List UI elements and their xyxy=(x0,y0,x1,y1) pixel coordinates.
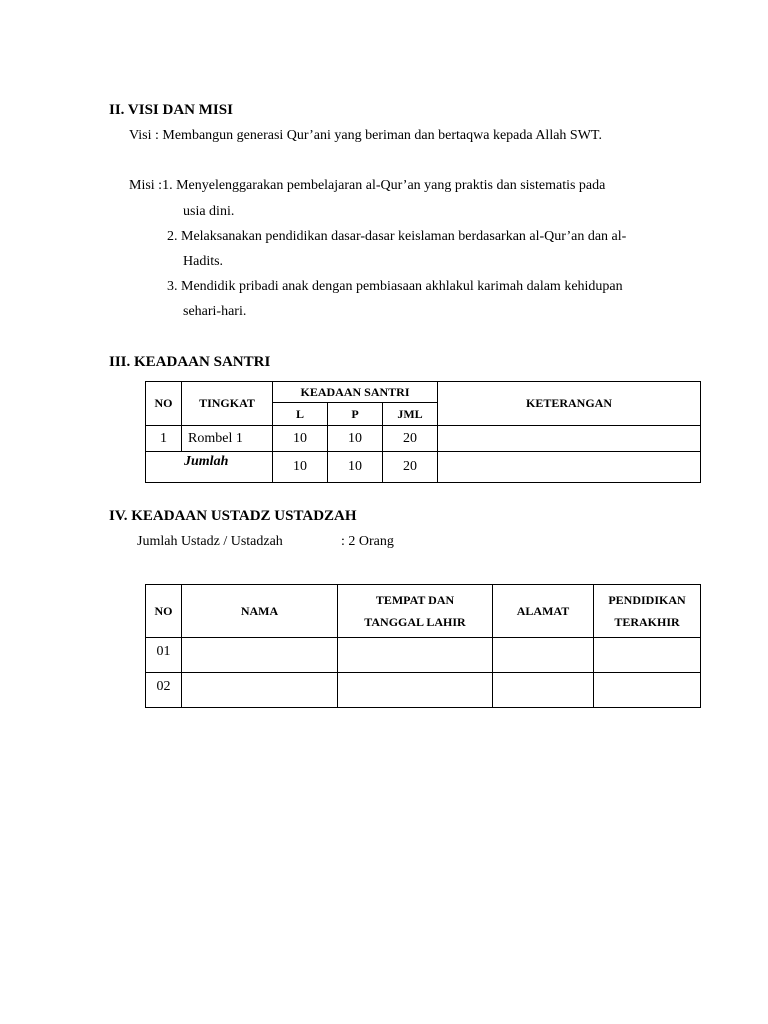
santri-row-l: 10 xyxy=(273,426,328,452)
ustadz-row-pendidikan xyxy=(594,673,701,708)
santri-header-keterangan: KETERANGAN xyxy=(438,382,701,426)
ustadz-header-no: NO xyxy=(146,585,182,638)
misi-item-3-cont: sehari-hari. xyxy=(183,304,247,319)
ustadz-header-alamat: ALAMAT xyxy=(493,585,594,638)
misi-item-1: Misi :1. Menyelenggarakan pembelajaran al-Qur’an yang praktis dan sistematis pada xyxy=(129,178,606,193)
ustadz-count-label: Jumlah Ustadz / Ustadzah xyxy=(137,534,283,549)
santri-header-no: NO xyxy=(146,382,182,426)
ustadz-count-value: : 2 Orang xyxy=(341,534,394,549)
ustadz-header-pendidikan xyxy=(594,585,701,638)
ustadz-table xyxy=(145,584,701,708)
santri-header-p: P xyxy=(328,403,383,426)
ustadz-row-alamat xyxy=(493,673,594,708)
ustadz-row-ttl xyxy=(338,673,493,708)
santri-total-label: Jumlah xyxy=(146,452,273,483)
santri-row-p: 10 xyxy=(328,426,383,452)
santri-total-jml: 20 xyxy=(383,452,438,483)
misi-item-2-cont: Hadits. xyxy=(183,254,224,269)
ustadz-header-nama: NAMA xyxy=(182,585,338,638)
misi-item-2: 2. Melaksanakan pendidikan dasar-dasar keislaman berdasarkan al-Qur’an dan al- xyxy=(167,229,627,244)
santri-total-keterangan xyxy=(438,452,701,483)
santri-total-l: 10 xyxy=(273,452,328,483)
santri-header-l: L xyxy=(273,403,328,426)
ustadz-row-no: 02 xyxy=(146,673,182,708)
ustadz-header-pendidikan-line2: TERAKHIR xyxy=(614,615,680,629)
ustadz-row-nama xyxy=(182,638,338,673)
ustadz-row-no: 01 xyxy=(146,638,182,673)
santri-header-keadaan: KEADAAN SANTRI xyxy=(273,382,438,403)
santri-row-keterangan xyxy=(438,426,701,452)
santri-header-tingkat: TINGKAT xyxy=(182,382,273,426)
misi-item-3: 3. Mendidik pribadi anak dengan pembiasaan akhlakul karimah dalam kehidupan xyxy=(167,279,623,294)
section-heading-santri: III. KEADAAN SANTRI xyxy=(109,354,271,370)
santri-table xyxy=(145,381,701,483)
santri-row-tingkat: Rombel 1 xyxy=(182,426,273,452)
section-heading-visi-misi: II. VISI DAN MISI xyxy=(109,102,233,118)
ustadz-row-alamat xyxy=(493,638,594,673)
santri-row-jml: 20 xyxy=(383,426,438,452)
misi-item-1-cont: usia dini. xyxy=(183,204,235,219)
section-heading-ustadz: IV. KEADAAN USTADZ USTADZAH xyxy=(109,508,357,524)
ustadz-row-nama xyxy=(182,673,338,708)
ustadz-header-ttl xyxy=(338,585,493,638)
table-row xyxy=(146,673,701,708)
table-row xyxy=(146,426,701,452)
table-total-row xyxy=(146,452,701,483)
ustadz-row-ttl xyxy=(338,638,493,673)
ustadz-header-pendidikan-line1: PENDIDIKAN xyxy=(608,593,686,607)
ustadz-header-ttl-line1: TEMPAT DAN xyxy=(375,593,455,607)
santri-row-no: 1 xyxy=(146,426,182,452)
ustadz-row-pendidikan xyxy=(594,638,701,673)
santri-header-jml: JML xyxy=(383,403,438,426)
santri-total-p: 10 xyxy=(328,452,383,483)
ustadz-header-ttl-line2: TANGGAL LAHIR xyxy=(364,615,466,629)
table-row xyxy=(146,638,701,673)
visi-text: Visi : Membangun generasi Qur’ani yang beriman dan bertaqwa kepada Allah SWT. xyxy=(129,128,602,143)
